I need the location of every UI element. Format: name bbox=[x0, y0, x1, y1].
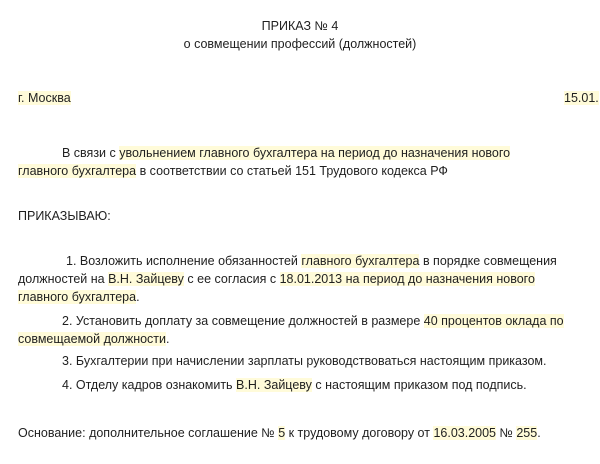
item-text: 1. Возложить исполнение обязанностей bbox=[66, 254, 302, 268]
document-date bbox=[564, 89, 599, 107]
item-2-line-1 bbox=[62, 312, 564, 330]
item-highlight: 40 процентов оклада по bbox=[423, 314, 564, 328]
item-4 bbox=[62, 376, 527, 394]
intro-line-2 bbox=[18, 162, 448, 180]
item-highlight: В.Н. Зайцеву bbox=[236, 378, 312, 392]
order-heading: ПРИКАЗЫВАЮ: bbox=[18, 209, 111, 223]
item-1-line-3 bbox=[18, 288, 140, 306]
basis-text: № bbox=[496, 426, 517, 440]
basis-highlight: 5 bbox=[278, 426, 286, 440]
item-highlight: В.Н. Зайцеву bbox=[108, 272, 184, 286]
basis-text: . bbox=[537, 426, 541, 440]
item-text: . bbox=[136, 290, 140, 304]
item-highlight: главного бухгалтера bbox=[301, 254, 420, 268]
item-text: с ее согласия с bbox=[183, 272, 280, 286]
intro-highlight: увольнением главного бухгалтера на период до назначения нового bbox=[119, 146, 511, 160]
item-text: 4. Отделу кадров ознакомить bbox=[62, 378, 237, 392]
basis-line bbox=[18, 424, 541, 442]
place bbox=[18, 89, 71, 107]
place-text: г. Москва bbox=[18, 91, 71, 105]
item-text: 2. Установить доплату за совмещение должностей в размере bbox=[62, 314, 424, 328]
document-subtitle: о совмещении профессий (должностей) bbox=[183, 37, 417, 51]
item-1-line-2 bbox=[18, 270, 535, 288]
intro-text: в соответствии со статьей 151 Трудового кодекса РФ bbox=[136, 164, 448, 178]
basis-highlight: 16.03.2005 bbox=[433, 426, 496, 440]
item-2-line-2 bbox=[18, 330, 170, 348]
item-text: . bbox=[166, 332, 170, 346]
item-highlight: главного бухгалтера bbox=[18, 290, 137, 304]
intro-text: В связи с bbox=[62, 146, 120, 160]
basis-highlight: 255 bbox=[516, 426, 538, 440]
document-title: ПРИКАЗ № 4 bbox=[261, 19, 339, 33]
intro-line-1 bbox=[62, 144, 510, 162]
item-highlight: 18.01.2013 на период до назначения нового bbox=[279, 272, 535, 286]
item-3: 3. Бухгалтерии при начислении зарплаты руководствоваться настоящим приказом. bbox=[62, 354, 547, 368]
basis-text: к трудовому договору от bbox=[285, 426, 434, 440]
item-text: с настоящим приказом под подпись. bbox=[311, 378, 527, 392]
date-text: 15.01. bbox=[564, 91, 599, 105]
basis-text: Основание: дополнительное соглашение № bbox=[18, 426, 279, 440]
intro-highlight: главного бухгалтера bbox=[18, 164, 137, 178]
item-highlight: совмещаемой должности bbox=[18, 332, 167, 346]
item-text: в порядке совмещения bbox=[419, 254, 557, 268]
item-1-line-1 bbox=[66, 252, 557, 270]
item-text: должностей на bbox=[18, 272, 109, 286]
